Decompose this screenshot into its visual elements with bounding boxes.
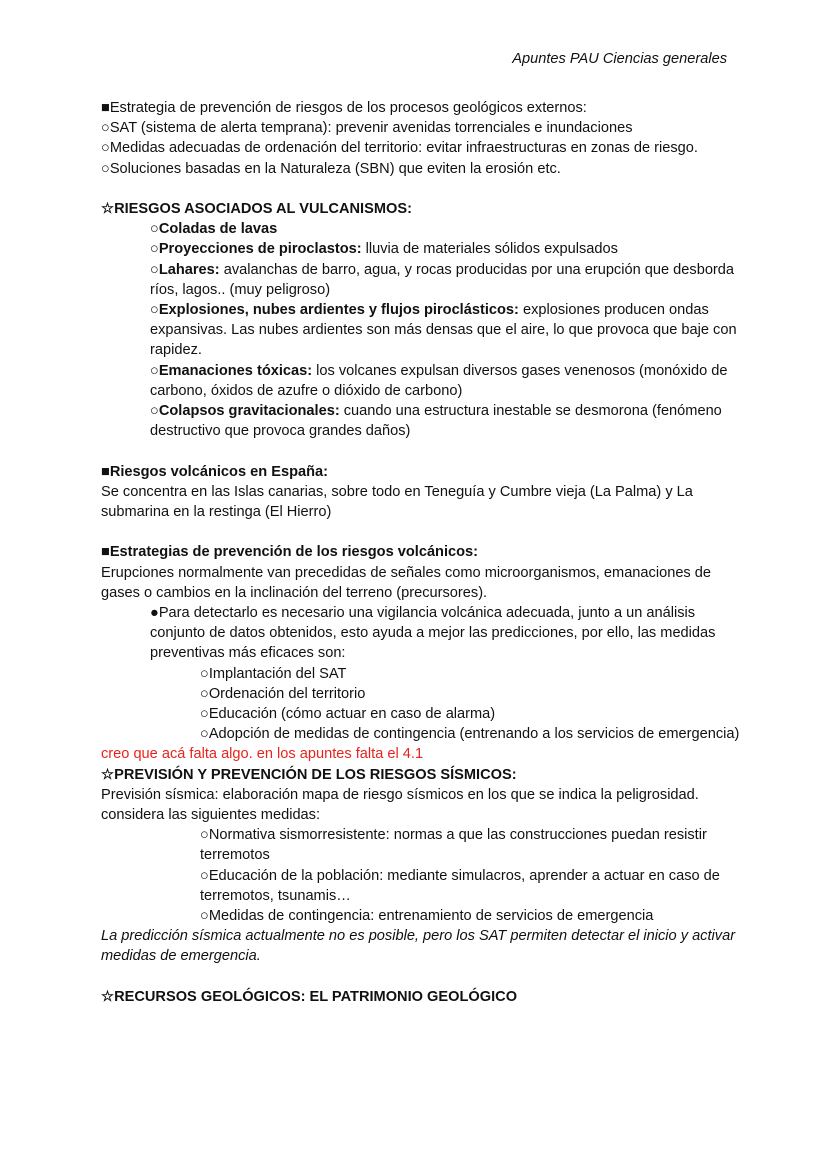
definition: explosiones producen ondas expansivas. Las nubes ardientes son más densas que el aire, lo que provoca que baje con rapidez. xyxy=(150,302,737,359)
volcanic-prevention-heading: ■Estrategias de prevención de los riesgos volcánicos: xyxy=(101,544,479,561)
term: ○Coladas de lavas xyxy=(150,221,278,238)
list-item: ○Implantación del SAT xyxy=(200,665,347,682)
definition: lluvia de materiales sólidos expulsados xyxy=(361,241,618,258)
list-item xyxy=(101,260,741,300)
list-item: ○SAT (sistema de alerta temprana): prevenir avenidas torrenciales e inundaciones xyxy=(101,120,633,137)
definition: avalanchas de barro, agua, y rocas producidas por una erupción que desborda ríos, lagos.. (muy peligroso) xyxy=(150,261,735,298)
term: ○Emanaciones tóxicas: xyxy=(150,362,313,379)
list-item: ○Medidas de contingencia: entrenamiento de servicios de emergencia xyxy=(200,908,654,925)
list-item xyxy=(101,300,741,361)
definition: cuando una estructura inestable se desmorona (fenómeno destructivo que provoca grandes daños) xyxy=(150,403,722,440)
margin-note: creo que acá falta algo. en los apuntes falta el 4.1 xyxy=(101,746,424,763)
list-item: ○Medidas adecuadas de ordenación del territorio: evitar infraestructuras en zonas de riesgo. xyxy=(101,140,698,157)
term: ○Colapsos gravitacionales: xyxy=(150,403,340,420)
list-item: ○Adopción de medidas de contingencia (entrenando a los servicios de emergencia) xyxy=(200,726,740,743)
list-item: ○Normativa sismorresistente: normas a que las construcciones puedan resistir terremotos xyxy=(200,827,707,864)
resources-heading: ☆RECURSOS GEOLÓGICOS: EL PATRIMONIO GEOLÓGICO xyxy=(101,988,518,1005)
list-item: ○Educación (cómo actuar en caso de alarma) xyxy=(200,706,496,723)
external-risks-heading: ■Estrategia de prevención de riesgos de los procesos geológicos externos: xyxy=(101,100,587,116)
bullet-paragraph: ●Para detectarlo es necesario una vigilancia volcánica adecuada, junto a un análisis conjunto de datos obtenidos, esto ayuda a mejor las predicciones, por ello, las medidas preventivas más eficaces son: xyxy=(150,605,716,662)
term: ○Explosiones, nubes ardientes y flujos piroclásticos: xyxy=(150,302,519,319)
list-item: ○Ordenación del territorio xyxy=(200,685,366,702)
volcanism-heading: ☆RIESGOS ASOCIADOS AL VULCANISMOS: xyxy=(101,201,412,217)
list-item: ○Soluciones basadas en la Naturaleza (SBN) que eviten la erosión etc. xyxy=(101,160,561,177)
list-item xyxy=(101,361,741,401)
term: ○Proyecciones de piroclastos: xyxy=(150,241,362,258)
paragraph: Previsión sísmica: elaboración mapa de riesgo sísmicos en los que se indica la peligrosidad. considera las siguientes medidas: xyxy=(101,786,699,824)
term: ○Lahares: xyxy=(150,261,220,278)
list-item xyxy=(101,219,741,239)
definition: los volcanes expulsan diversos gases venenosos (monóxido de carbono, óxidos de azufre o dióxido de carbono) xyxy=(150,362,728,399)
seismic-heading: ☆PREVISIÓN Y PREVENCIÓN DE LOS RIESGOS SÍSMICOS: xyxy=(101,766,517,783)
list-item xyxy=(101,401,741,441)
page-header: Apuntes PAU Ciencias generales xyxy=(512,51,727,67)
document-body xyxy=(101,98,741,1007)
paragraph: Erupciones normalmente van precedidas de señales como microorganismos, emanaciones de gases o cambios en la inclinación del terreno (precursores). xyxy=(101,564,712,601)
list-item xyxy=(101,239,741,259)
paragraph: Se concentra en las Islas canarias, sobre todo en Teneguía y Cumbre vieja (La Palma) y La submarina en la restinga (El Hierro) xyxy=(101,483,693,521)
spain-heading: ■Riesgos volcánicos en España: xyxy=(101,463,328,480)
conclusion-paragraph: La predicción sísmica actualmente no es posible, pero los SAT permiten detectar el inicio y activar medidas de emergencia. xyxy=(101,928,736,965)
list-item: ○Educación de la población: mediante simulacros, aprender a actuar en caso de terremotos, tsunamis… xyxy=(200,867,720,904)
